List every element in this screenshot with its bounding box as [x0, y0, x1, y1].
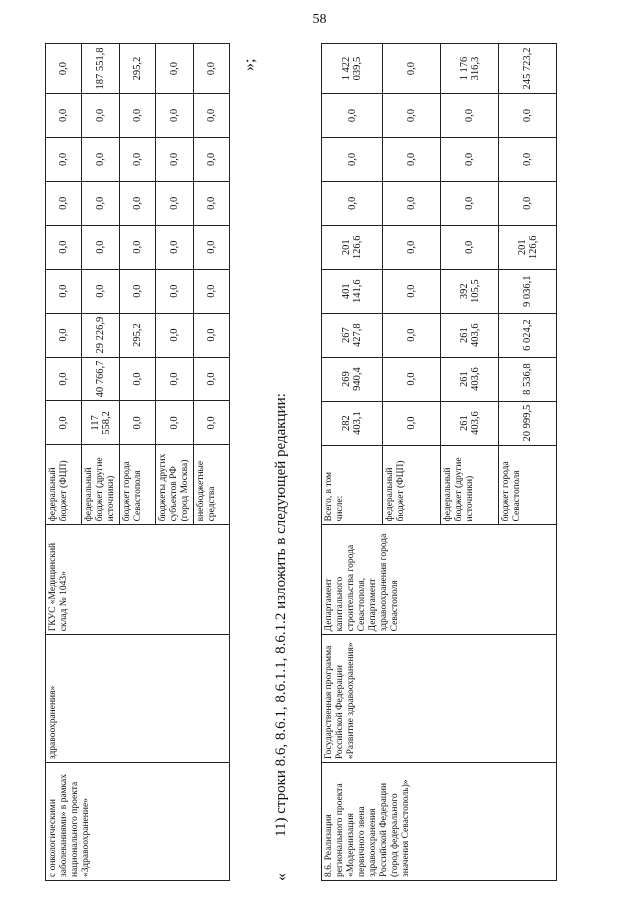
- total-value-cell: 0,0: [46, 44, 82, 94]
- year-value-cell: 401 141,6: [322, 269, 383, 313]
- total-value-cell: 245 723,2: [499, 44, 557, 94]
- year-value-cell: 261 403,6: [441, 357, 499, 401]
- year-value-cell: 0,0: [120, 357, 156, 401]
- funding-table-continued: [45, 43, 230, 881]
- total-value-cell: 1 176 316,3: [441, 44, 499, 94]
- year-value-cell: 0,0: [383, 269, 441, 313]
- year-value-cell: 261 403,6: [441, 401, 499, 445]
- funding-source-cell: бюджет города Севастополя: [499, 445, 557, 525]
- year-value-cell: 0,0: [156, 269, 194, 313]
- year-value-cell: 40 766,7: [82, 357, 120, 401]
- year-value-cell: 295,2: [120, 313, 156, 357]
- program-cell: Государственная программа Российской Федерации «Развитие здравоохранения»: [322, 635, 557, 763]
- year-value-cell: 0,0: [194, 93, 230, 137]
- year-value-cell: 20 999,5: [499, 401, 557, 445]
- year-value-cell: 0,0: [322, 94, 383, 138]
- year-value-cell: 0,0: [194, 181, 230, 225]
- year-value-cell: 0,0: [46, 401, 82, 445]
- funding-source-cell: федеральный бюджет (другие источники): [82, 445, 120, 525]
- year-value-cell: 0,0: [156, 357, 194, 401]
- funding-source-cell: бюджеты других субъектов РФ (город Москва): [156, 445, 194, 525]
- closing-quote: »;: [241, 58, 258, 71]
- year-value-cell: 0,0: [383, 357, 441, 401]
- year-value-cell: 201 126,6: [322, 225, 383, 269]
- year-value-cell: 0,0: [46, 181, 82, 225]
- year-value-cell: 0,0: [194, 401, 230, 445]
- year-value-cell: 0,0: [383, 313, 441, 357]
- total-value-cell: 0,0: [194, 44, 230, 94]
- year-value-cell: 0,0: [383, 401, 441, 445]
- year-value-cell: 0,0: [194, 357, 230, 401]
- year-value-cell: 0,0: [499, 137, 557, 181]
- year-value-cell: 0,0: [120, 93, 156, 137]
- year-value-cell: 0,0: [46, 137, 82, 181]
- year-value-cell: 0,0: [194, 313, 230, 357]
- year-value-cell: 0,0: [156, 225, 194, 269]
- year-value-cell: 0,0: [120, 269, 156, 313]
- year-value-cell: 0,0: [441, 137, 499, 181]
- year-value-cell: 9 036,1: [499, 269, 557, 313]
- amendment-heading: 11) строки 8.6, 8.6.1, 8.6.1.1, 8.6.1.2 изложить в следующей редакции:: [273, 393, 289, 837]
- year-value-cell: 269 940,4: [322, 357, 383, 401]
- year-value-cell: 0,0: [120, 181, 156, 225]
- project-name-cell: 8.6. Реализация регионального проекта «Модернизация первичного звена здравоохранения Российской Федерации (город федерального значения Севастополь)»: [322, 763, 557, 881]
- total-value-cell: 187 551,8: [82, 44, 120, 94]
- year-value-cell: 0,0: [82, 137, 120, 181]
- year-value-cell: 0,0: [322, 181, 383, 225]
- year-value-cell: 0,0: [120, 401, 156, 445]
- year-value-cell: 0,0: [82, 225, 120, 269]
- rotated-page-content: [45, 43, 625, 881]
- program-cell: здравоохранения»: [46, 635, 230, 763]
- year-value-cell: 0,0: [441, 225, 499, 269]
- funding-table-new-rows: [321, 43, 557, 881]
- total-value-cell: 1 422 039,5: [322, 44, 383, 94]
- year-value-cell: 8 536,8: [499, 357, 557, 401]
- year-value-cell: 267 427,8: [322, 313, 383, 357]
- executor-cell: Департамент капитального строительства города Севастополя, Департамент здравоохранения города Севастополя: [322, 525, 557, 635]
- total-value-cell: 295,2: [120, 44, 156, 94]
- year-value-cell: 0,0: [82, 269, 120, 313]
- year-value-cell: 0,0: [194, 269, 230, 313]
- year-value-cell: 0,0: [383, 137, 441, 181]
- year-value-cell: 0,0: [194, 225, 230, 269]
- funding-source-cell: федеральный бюджет (ФЦП): [383, 445, 441, 525]
- year-value-cell: 261 403,6: [441, 313, 499, 357]
- year-value-cell: 0,0: [156, 137, 194, 181]
- year-value-cell: 0,0: [46, 357, 82, 401]
- funding-source-cell: бюджет города Севастополя: [120, 445, 156, 525]
- year-value-cell: 0,0: [120, 137, 156, 181]
- opening-quote: «: [273, 873, 290, 881]
- year-value-cell: 0,0: [441, 94, 499, 138]
- year-value-cell: 29 226,9: [82, 313, 120, 357]
- table-bottom-row: [322, 44, 383, 881]
- year-value-cell: 0,0: [383, 181, 441, 225]
- funding-source-cell: федеральный бюджет (ФЦП): [46, 445, 82, 525]
- year-value-cell: 0,0: [194, 137, 230, 181]
- year-value-cell: 0,0: [441, 181, 499, 225]
- total-value-cell: 0,0: [383, 44, 441, 94]
- year-value-cell: 6 024,2: [499, 313, 557, 357]
- year-value-cell: 201 126,6: [499, 225, 557, 269]
- year-value-cell: 117 558,2: [82, 401, 120, 445]
- year-value-cell: 0,0: [156, 93, 194, 137]
- year-value-cell: 0,0: [120, 225, 156, 269]
- funding-source-cell: внебюджетные средства: [194, 445, 230, 525]
- project-name-cell: с онкологическими заболеваниями» в рамках национального проекта «Здравоохранение»: [46, 763, 230, 881]
- table-top-row: [46, 44, 82, 881]
- executor-cell: ГКУС «Медицинский склад № 1043»: [46, 525, 230, 635]
- year-value-cell: 0,0: [322, 137, 383, 181]
- year-value-cell: 0,0: [499, 181, 557, 225]
- year-value-cell: 392 105,5: [441, 269, 499, 313]
- year-value-cell: 0,0: [383, 225, 441, 269]
- year-value-cell: 0,0: [499, 94, 557, 138]
- year-value-cell: 0,0: [82, 181, 120, 225]
- total-value-cell: 0,0: [156, 44, 194, 94]
- page-number: 58: [312, 12, 327, 27]
- funding-source-cell: Всего, в том числе:: [322, 445, 383, 525]
- year-value-cell: 282 403,1: [322, 401, 383, 445]
- year-value-cell: 0,0: [46, 225, 82, 269]
- year-value-cell: 0,0: [156, 313, 194, 357]
- funding-source-cell: федеральный бюджет (другие источники): [441, 445, 499, 525]
- year-value-cell: 0,0: [82, 93, 120, 137]
- year-value-cell: 0,0: [46, 93, 82, 137]
- year-value-cell: 0,0: [156, 181, 194, 225]
- year-value-cell: 0,0: [46, 269, 82, 313]
- year-value-cell: 0,0: [156, 401, 194, 445]
- year-value-cell: 0,0: [383, 94, 441, 138]
- year-value-cell: 0,0: [46, 313, 82, 357]
